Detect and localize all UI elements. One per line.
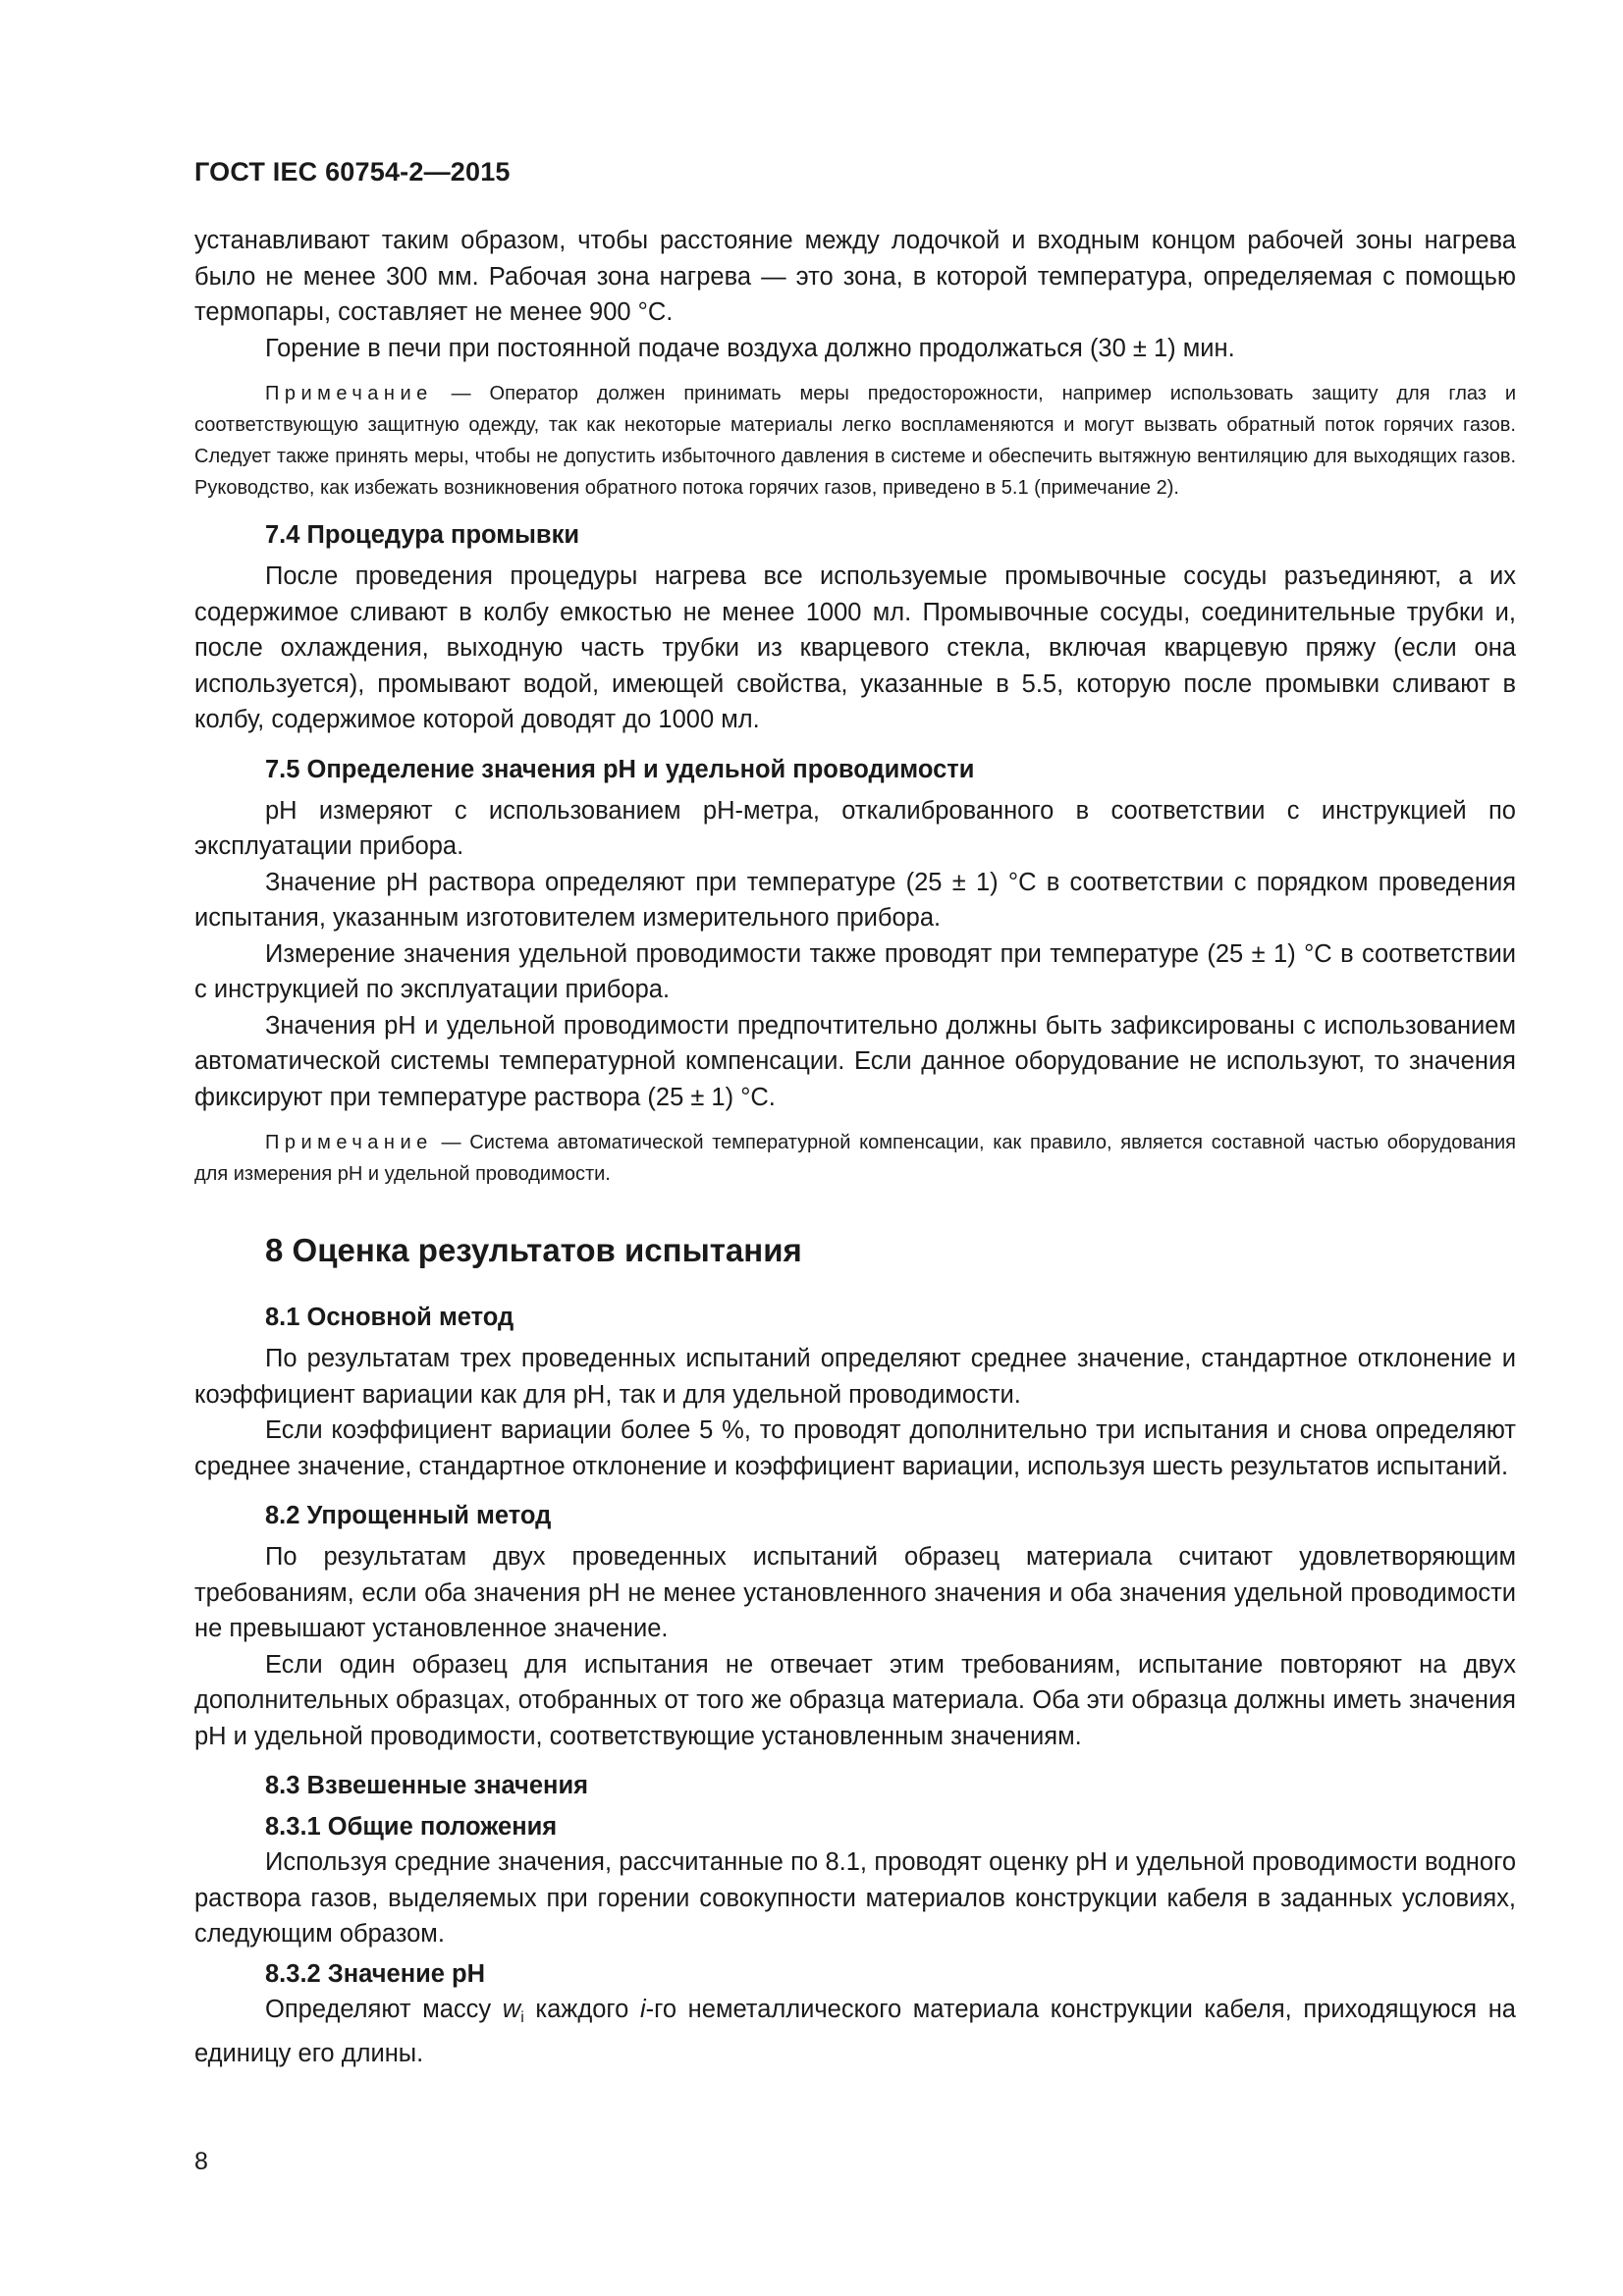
- section-heading: 8.1 Основной метод: [265, 1304, 514, 1331]
- subscript: i: [520, 2008, 524, 2026]
- page-number: 8: [194, 2148, 208, 2175]
- paragraph: Если коэффициент вариации более 5 %, то проводят дополнительно три испытания и снова определяют среднее значение, стандартное отклонение и коэффициент вариации, используя шесть результатов испытаний.: [194, 1416, 1516, 1480]
- paragraph: Измерение значения удельной проводимости также проводят при температуре (25 ± 1) °С в соответствии с инструкцией по эксплуатации прибора.: [194, 939, 1516, 1003]
- note-label: Примечание: [265, 1132, 433, 1153]
- text-run: -го неметаллического материала конструкции кабеля, приходящуюся на единицу его длины.: [194, 1995, 1516, 2067]
- paragraph: По результатам двух проведенных испытаний образец материала считают удовлетворяющим требованиям, если оба значения pH не менее установленного значения и оба значения удельной проводимости не превышают установленное значение.: [194, 1543, 1516, 1642]
- note: [194, 378, 1516, 504]
- variable: i: [639, 1995, 646, 2023]
- paragraph: По результатам трех проведенных испытаний определяют среднее значение, стандартное отклонение и коэффициент вариации как для pH, так и для удельной проводимости.: [194, 1345, 1516, 1409]
- note-text: — Оператор должен принимать меры предосторожности, например использовать защиту для глаз и соответствующую защитную одежду, так как некоторые материалы легко воспламеняются и могут вызвать обратный поток горячих газов. Следует также принять меры, чтобы не допустить избыточного давления в системе и обеспечить вытяжную вентиляцию для выходящих газов. Руководство, как избежать возникновения обратного потока горячих газов, приведено в 5.1 (примечание 2).: [194, 383, 1516, 499]
- chapter-heading: 8 Оценка результатов испытания: [265, 1232, 802, 1268]
- note-label: Примечание: [265, 383, 433, 404]
- subsection-heading: 8.3.1 Общие положения: [265, 1813, 558, 1841]
- document-header: ГОСТ IEC 60754-2—2015: [194, 157, 511, 187]
- subsection-heading: 8.3.2 Значение pH: [265, 1959, 486, 1988]
- paragraph: Значения pH и удельной проводимости предпочтительно должны быть зафиксированы с использованием автоматической системы температурной компенсации. Если данное оборудование не используют, то значения фиксируют при температуре раствора (25 ± 1) °С.: [194, 1011, 1516, 1111]
- note-text: — Система автоматической температурной компенсации, как правило, является составной частью оборудования для измерения pH и удельной проводимости.: [194, 1132, 1516, 1185]
- variable: w: [502, 1995, 521, 2023]
- section-heading: 8.2 Упрощенный метод: [265, 1502, 552, 1529]
- section-heading: 7.5 Определение значения pH и удельной проводимости: [265, 755, 975, 783]
- note: [194, 1127, 1516, 1190]
- paragraph: pH измеряют с использованием pH-метра, откалиброванного в соответствии с инструкцией по эксплуатации прибора.: [194, 796, 1516, 860]
- paragraph: Горение в печи при постоянной подаче воздуха должно продолжаться (30 ± 1) мин.: [265, 334, 1235, 362]
- paragraph: После проведения процедуры нагрева все используемые промывочные сосуды разъединяют, а их содержимое сливают в колбу емкостью не менее 1000 мл. Промывочные сосуды, соединительные трубки и, после охлаждения, выходную часть трубки из кварцевого стекла, включая кварцевую пряжу (если она используется), промывают водой, имеющей свойства, указанные в 5.5, которую после промывки сливают в колбу, содержимое которой доводят до 1000 мл.: [194, 562, 1516, 733]
- paragraph: Если один образец для испытания не отвечает этим требованиям, испытание повторяют на двух дополнительных образцах, отобранных от того же образца материала. Оба эти образца должны иметь значения pH и удельной проводимости, соответствующие установленным значениям.: [194, 1650, 1516, 1750]
- paragraph: устанавливают таким образом, чтобы расстояние между лодочкой и входным концом рабочей зоны нагрева было не менее 300 мм. Рабочая зона нагрева — это зона, в которой температура, определяемая с помощью термопары, составляет не менее 900 °С.: [194, 227, 1516, 326]
- paragraph: [194, 1992, 1516, 2072]
- section-heading: 8.3 Взвешенные значения: [265, 1772, 588, 1799]
- text-run: каждого: [523, 1995, 640, 2023]
- paragraph: Значение pH раствора определяют при температуре (25 ± 1) °С в соответствии с порядком проведения испытания, указанным изготовителем измерительного прибора.: [194, 868, 1516, 932]
- document-page: [194, 157, 1516, 2072]
- text-run: Определяют массу: [265, 1995, 503, 2023]
- section-heading: 7.4 Процедура промывки: [265, 521, 580, 549]
- paragraph: Используя средние значения, рассчитанные по 8.1, проводят оценку pH и удельной проводимости водного раствора газов, выделяемых при горении совокупности материалов конструкции кабеля в заданных условиях, следующим образом.: [194, 1848, 1516, 1948]
